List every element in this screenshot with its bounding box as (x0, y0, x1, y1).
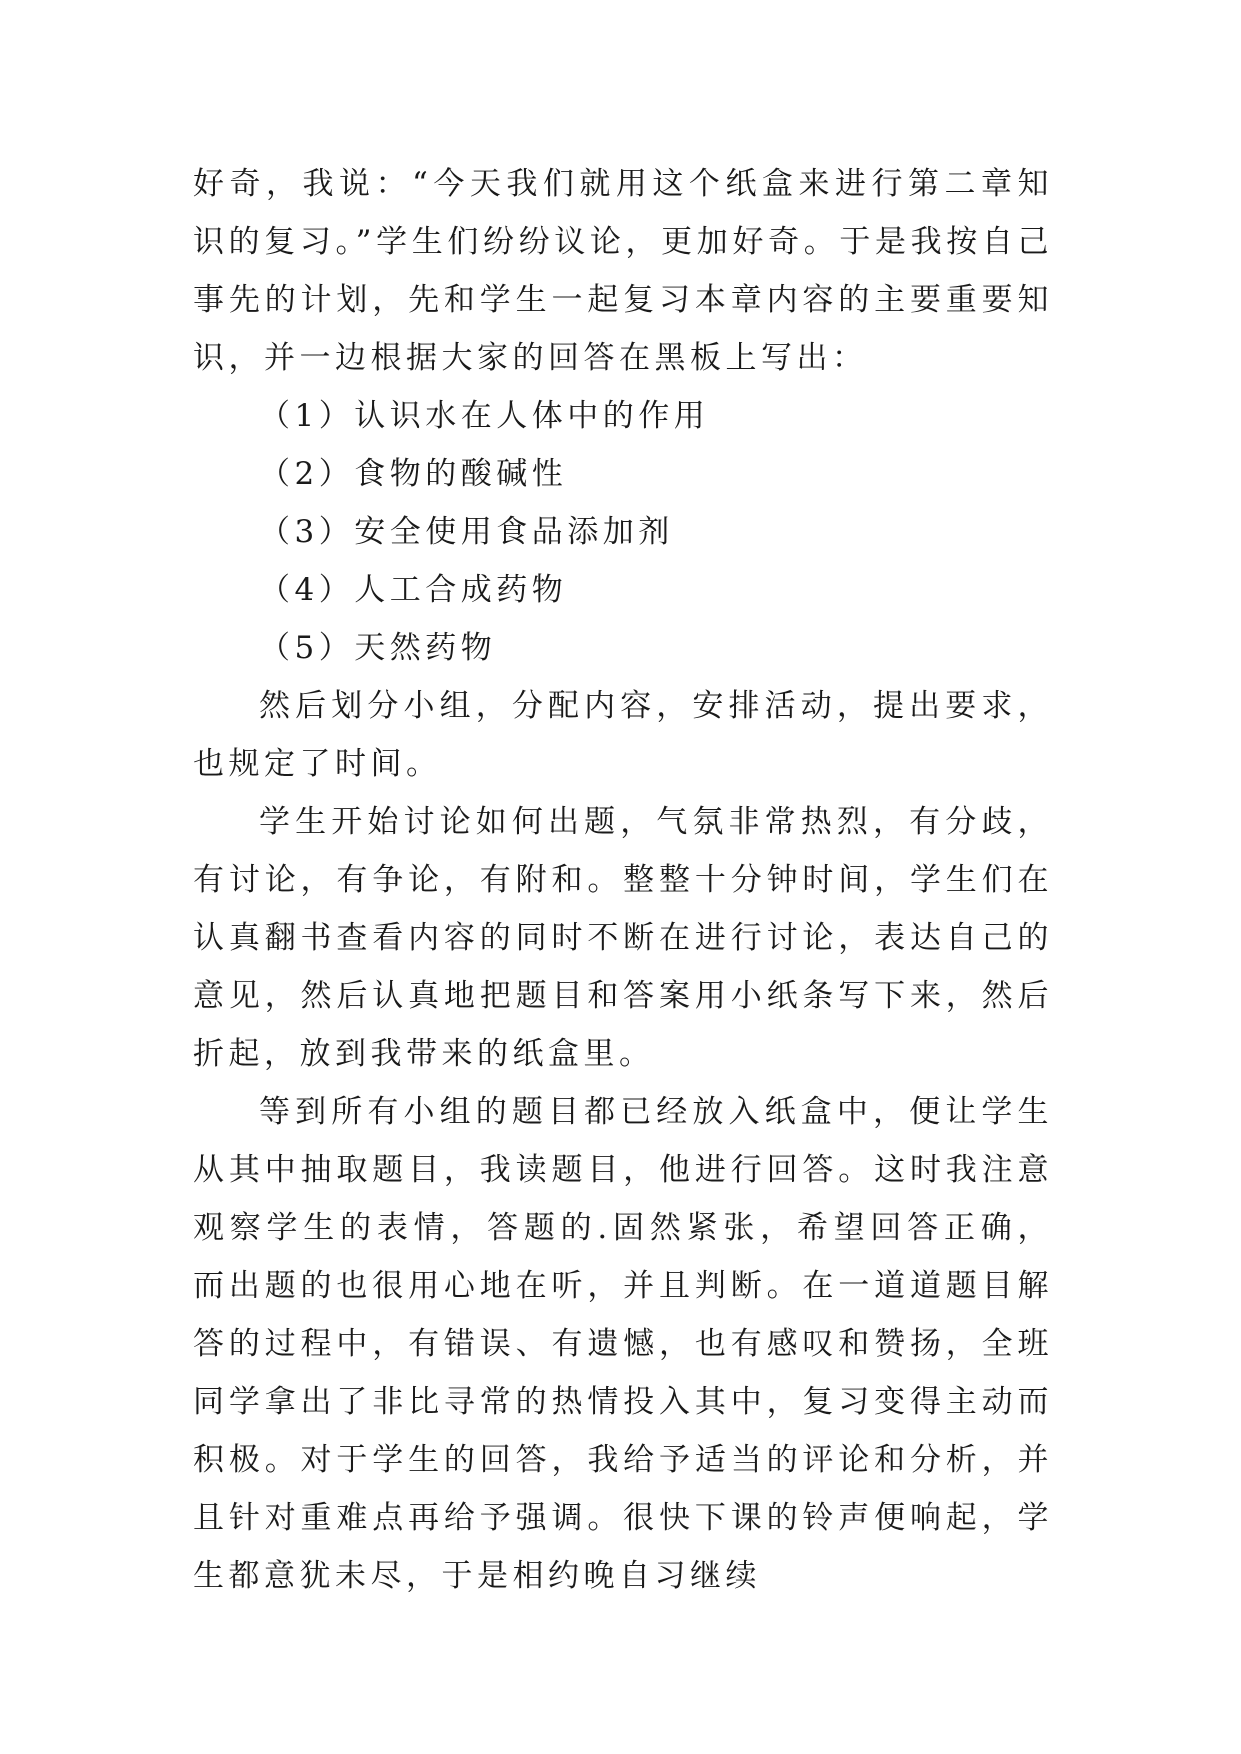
list-item-4: （4）人工合成药物 (259, 572, 568, 608)
paragraph-answering: 等到所有小组的题目都已经放入纸盒中，便让学生从其中抽取题目，我读题目，他进行回答。这时我注意观察学生的表情，答题的.固然紧张，希望回答正确，而出题的也很用心地在听，并且判断。在一道道题目解答的过程中，有错误、有遗憾，也有感叹和赞扬，全班同学拿出了非比寻常的热情投入其中，复习变得主动而积极。对于学生的回答，我给予适当的评论和分析，并且针对重难点再给予强调。很快下课的铃声便响起，学生都意犹未尽，于是相约晚自习继续 (193, 1094, 1053, 1594)
paragraph-groups: 然后划分小组，分配内容，安排活动，提出要求，也规定了时间。 (193, 688, 1053, 782)
list-item-1: （1）认识水在人体中的作用 (259, 398, 710, 434)
list-item-5: （5）天然药物 (259, 630, 497, 666)
list-item-3: （3）安全使用食品添加剂 (259, 514, 674, 550)
document-body (193, 155, 1053, 1605)
list-item-2: （2）食物的酸碱性 (259, 456, 568, 492)
paragraph-discussion: 学生开始讨论如何出题，气氛非常热烈，有分歧，有讨论，有争论，有附和。整整十分钟时间，学生们在认真翻书查看内容的同时不断在进行讨论，表达自己的意见，然后认真地把题目和答案用小纸条写下来，然后折起，放到我带来的纸盒里。 (193, 804, 1053, 1072)
paragraph-intro: 好奇，我说：“今天我们就用这个纸盒来进行第二章知识的复习。”学生们纷纷议论，更加好奇。于是我按自己事先的计划，先和学生一起复习本章内容的主要重要知识，并一边根据大家的回答在黑板上写出： (193, 166, 1053, 376)
